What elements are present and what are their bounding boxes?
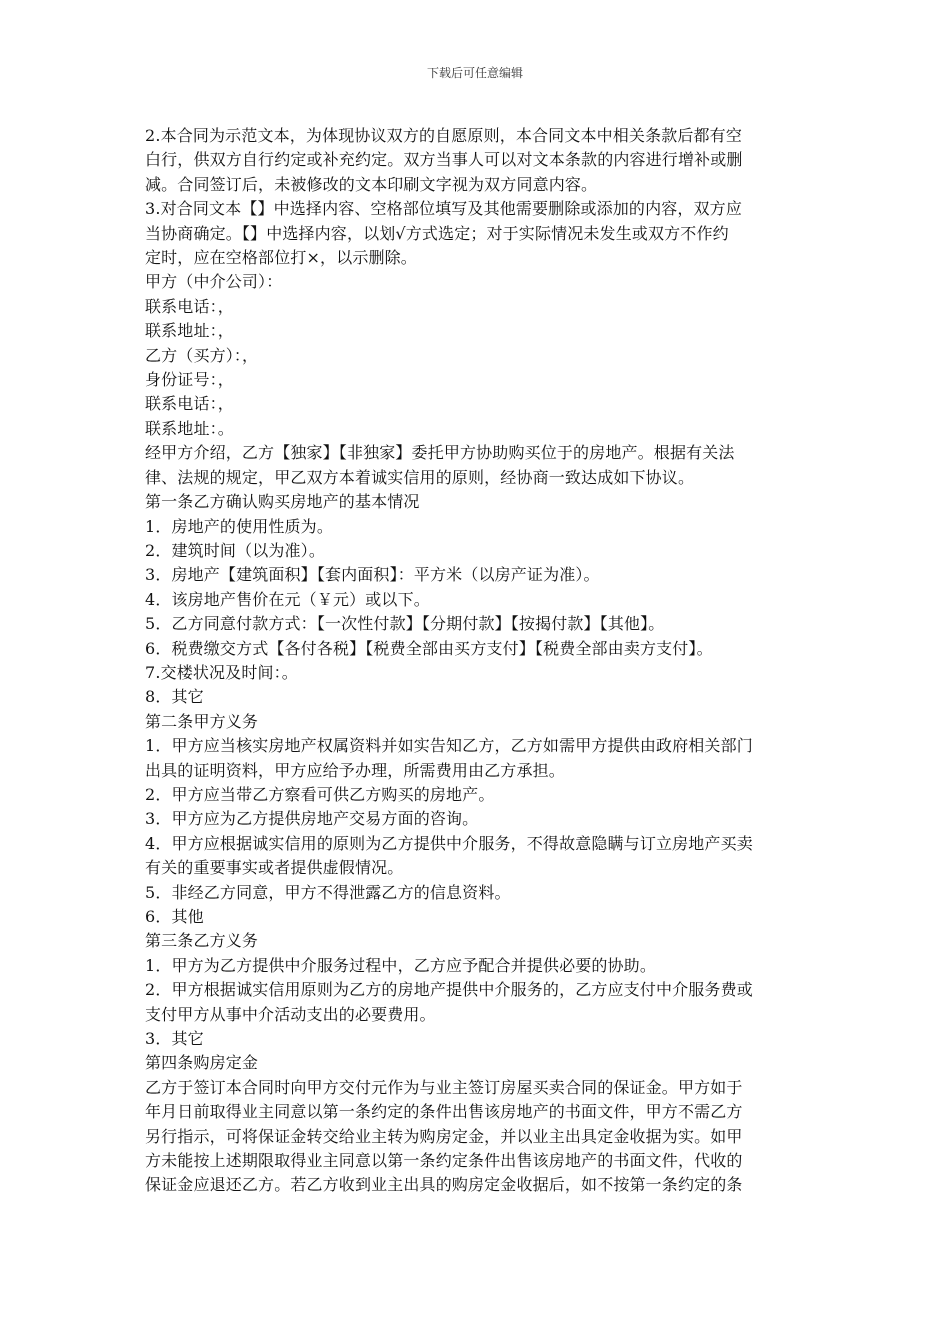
text-line: 乙方于签订本合同时向甲方交付元作为与业主签订房屋买卖合同的保证金。甲方如于 — [145, 1077, 743, 1097]
page-header: 下载后可任意编辑 — [426, 66, 523, 80]
text-line: 联系地址：。 — [145, 418, 234, 438]
text-line: 白行，供双方自行约定或补充约定。双方当事人可以对文本条款的内容进行增补或删 — [145, 150, 743, 170]
text-line: 经甲方介绍，乙方【独家】【非独家】委托甲方协助购买位于的房地产。根据有关法 — [145, 443, 735, 463]
text-line: 有关的重要事实或者提供虚假情况。 — [145, 858, 404, 878]
text-line: 2.本合同为示范文本，为体现协议双方的自愿原则，本合同文本中相关条款后都有空 — [145, 126, 742, 145]
text-line: 1．甲方应当核实房地产权属资料并如实告知乙方，乙方如需甲方提供由政府相关部门 — [145, 736, 753, 756]
text-line: 保证金应退还乙方。若乙方收到业主出具的购房定金收据后，如不按第一条约定的条 — [145, 1175, 743, 1195]
text-line: 4．该房地产售价在元（￥元）或以下。 — [145, 589, 430, 609]
text-line: 5．非经乙方同意，甲方不得泄露乙方的信息资料。 — [145, 882, 511, 902]
text-line: 7.交楼状况及时间：。 — [145, 662, 298, 682]
text-line: 3．甲方应为乙方提供房地产交易方面的咨询。 — [145, 809, 479, 829]
contract-body — [145, 124, 811, 1198]
text-line: 当协商确定。【】中选择内容，以划√方式选定；对于实际情况未发生或双方不作约 — [145, 223, 729, 243]
party-a-heading: 甲方（中介公司）： — [145, 272, 283, 292]
text-line: 6．其他 — [145, 907, 204, 926]
text-line: 联系电话：， — [145, 394, 234, 414]
article-heading: 第二条甲方义务 — [145, 711, 259, 731]
text-line: 1．房地产的使用性质为。 — [145, 516, 333, 536]
text-line: 律、法规的规定，甲乙双方本着诚实信用的原则，经协商一致达成如下协议。 — [145, 467, 695, 487]
text-line: 出具的证明资料，甲方应给予办理，所需费用由乙方承担。 — [145, 760, 565, 780]
text-line: 另行指示，可将保证金转交给业主转为购房定金，并以业主出具定金收据为实。如甲 — [145, 1126, 743, 1146]
article-heading: 第一条乙方确认购买房地产的基本情况 — [145, 492, 420, 512]
text-line: 2．建筑时间（以为准）。 — [145, 540, 325, 560]
text-line: 减。合同签订后，未被修改的文本印刷文字视为双方同意内容。 — [145, 174, 598, 194]
article-heading: 第三条乙方义务 — [145, 931, 259, 951]
text-line: 2．甲方应当带乙方察看可供乙方购买的房地产。 — [145, 784, 495, 804]
text-line: 2．甲方根据诚实信用原则为乙方的房地产提供中介服务的，乙方应支付中介服务费或 — [145, 980, 753, 1000]
text-line: 6．税费缴交方式【各付各税】【税费全部由买方支付】【税费全部由卖方支付】。 — [145, 638, 713, 658]
text-line: 方未能按上述期限取得业主同意以第一条约定条件出售该房地产的书面文件，代收的 — [145, 1151, 743, 1171]
text-line: 8．其它 — [145, 687, 204, 707]
text-line: 3．房地产【建筑面积】【套内面积】：平方米（以房产证为准）。 — [145, 565, 600, 585]
text-line: 年月日前取得业主同意以第一条约定的条件出售该房地产的书面文件，甲方不需乙方 — [145, 1102, 743, 1122]
text-line: 身份证号：， — [145, 370, 234, 390]
text-line: 3.对合同文本【】中选择内容、空格部位填写及其他需要删除或添加的内容，双方应 — [145, 199, 742, 219]
text-line: 联系地址：， — [145, 321, 234, 341]
text-line: 定时，应在空格部位打×，以示删除。 — [145, 248, 417, 268]
text-line: 3．其它 — [145, 1029, 204, 1049]
text-line: 4．甲方应根据诚实信用的原则为乙方提供中介服务，不得故意隐瞒与订立房地产买卖 — [145, 833, 753, 853]
article-heading: 第四条购房定金 — [145, 1053, 259, 1073]
text-line: 支付甲方从事中介活动支出的必要费用。 — [145, 1004, 436, 1024]
text-line: 5．乙方同意付款方式：【一次性付款】【分期付款】【按揭付款】【其他】。 — [145, 614, 665, 634]
party-b-heading: 乙方（买方）：， — [145, 345, 259, 365]
text-line: 1．甲方为乙方提供中介服务过程中，乙方应予配合并提供必要的协助。 — [145, 955, 656, 975]
text-line: 联系电话：， — [145, 296, 234, 316]
